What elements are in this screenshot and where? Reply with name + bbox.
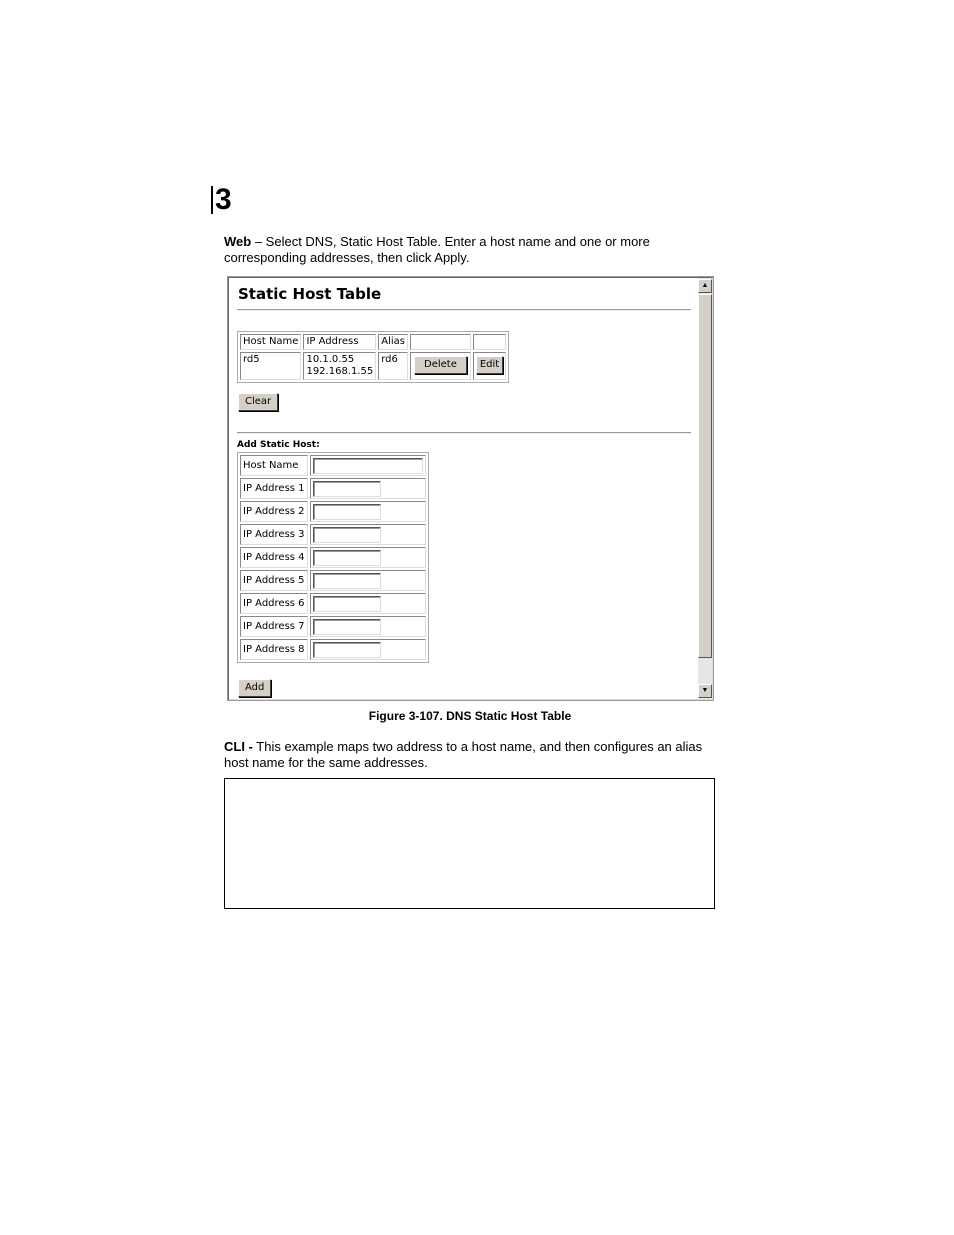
cli-description-text: This example maps two address to a host name, and then configures an alias host name for the same addresses.: [224, 739, 703, 770]
ip-address-7-label: IP Address 7: [240, 616, 308, 637]
column-header-delete: [410, 334, 471, 350]
ip-address-6-input[interactable]: [313, 596, 381, 612]
divider: [237, 432, 691, 434]
page-title: Static Host Table: [238, 285, 382, 303]
host-name-field-cell: [310, 455, 426, 476]
vertical-scrollbar[interactable]: [698, 278, 712, 699]
web-instructions-text: – Select DNS, Static Host Table. Enter a host name and one or more corresponding addresses, then click Apply.: [224, 234, 650, 265]
edit-button[interactable]: Edit: [476, 356, 503, 374]
scrollbar-thumb[interactable]: [698, 294, 712, 658]
arrow-down-icon[interactable]: ▼: [698, 684, 712, 698]
column-header-host-name: Host Name: [240, 334, 301, 350]
table-header-row: [240, 334, 506, 350]
form-row-ip-address-8: [240, 639, 426, 660]
cli-label: CLI -: [224, 739, 253, 754]
ip-address-1-field-cell: [310, 478, 426, 499]
ip-address-1-input[interactable]: [313, 481, 381, 497]
form-row-ip-address-7: [240, 616, 426, 637]
static-host-table: [237, 331, 509, 383]
add-static-host-form: [237, 452, 429, 663]
ip-address-4-input[interactable]: [313, 550, 381, 566]
ip-address-5-field-cell: [310, 570, 426, 591]
edit-cell: [473, 352, 506, 380]
clear-button[interactable]: Clear: [238, 393, 278, 411]
ip-address-4-field-cell: [310, 547, 426, 568]
figure-caption: Figure 3-107. DNS Static Host Table: [368, 709, 572, 723]
ip-address-2-field-cell: [310, 501, 426, 522]
ip-address-8-field-cell: [310, 639, 426, 660]
ip-address-8-input[interactable]: [313, 642, 381, 658]
delete-button[interactable]: Delete: [414, 356, 467, 374]
form-row-ip-address-1: [240, 478, 426, 499]
ip-address-7-input[interactable]: [313, 619, 381, 635]
web-label: Web: [224, 234, 252, 249]
host-name-label: Host Name: [240, 455, 308, 476]
ip-address-3-field-cell: [310, 524, 426, 545]
divider: [237, 309, 691, 311]
cli-example-box: [224, 778, 715, 909]
static-host-page: [228, 277, 698, 700]
cli-description: [224, 739, 719, 771]
ip-address-8-label: IP Address 8: [240, 639, 308, 660]
arrow-up-icon[interactable]: ▲: [698, 279, 712, 293]
delete-cell: [410, 352, 471, 380]
ip-address-5-input[interactable]: [313, 573, 381, 589]
ip-address-6-field-cell: [310, 593, 426, 614]
form-row-ip-address-3: [240, 524, 426, 545]
ip-address-line: 10.1.0.55: [306, 354, 355, 365]
alias-cell: rd6: [378, 352, 408, 380]
ip-address-line: 192.168.1.55: [306, 366, 374, 377]
ip-address-2-label: IP Address 2: [240, 501, 308, 522]
form-row-ip-address-5: [240, 570, 426, 591]
ip-address-3-label: IP Address 3: [240, 524, 308, 545]
host-name-cell: rd5: [240, 352, 301, 380]
form-row-ip-address-6: [240, 593, 426, 614]
column-header-ip-address: IP Address: [303, 334, 376, 350]
add-static-host-heading: Add Static Host:: [237, 440, 320, 450]
table-row: [240, 352, 506, 380]
form-row-ip-address-2: [240, 501, 426, 522]
ip-address-2-input[interactable]: [313, 504, 381, 520]
chapter-number: 3: [211, 186, 232, 214]
ip-address-4-label: IP Address 4: [240, 547, 308, 568]
ip-address-cell: [303, 352, 376, 380]
form-row-host-name: [240, 455, 426, 476]
form-row-ip-address-4: [240, 547, 426, 568]
column-header-alias: Alias: [378, 334, 408, 350]
host-name-input[interactable]: [313, 458, 423, 474]
add-button[interactable]: Add: [238, 679, 271, 697]
ip-address-5-label: IP Address 5: [240, 570, 308, 591]
column-header-edit: [473, 334, 506, 350]
web-instructions: [224, 234, 719, 266]
ip-address-1-label: IP Address 1: [240, 478, 308, 499]
ip-address-3-input[interactable]: [313, 527, 381, 543]
screenshot-frame: [227, 276, 714, 701]
ip-address-7-field-cell: [310, 616, 426, 637]
ip-address-6-label: IP Address 6: [240, 593, 308, 614]
